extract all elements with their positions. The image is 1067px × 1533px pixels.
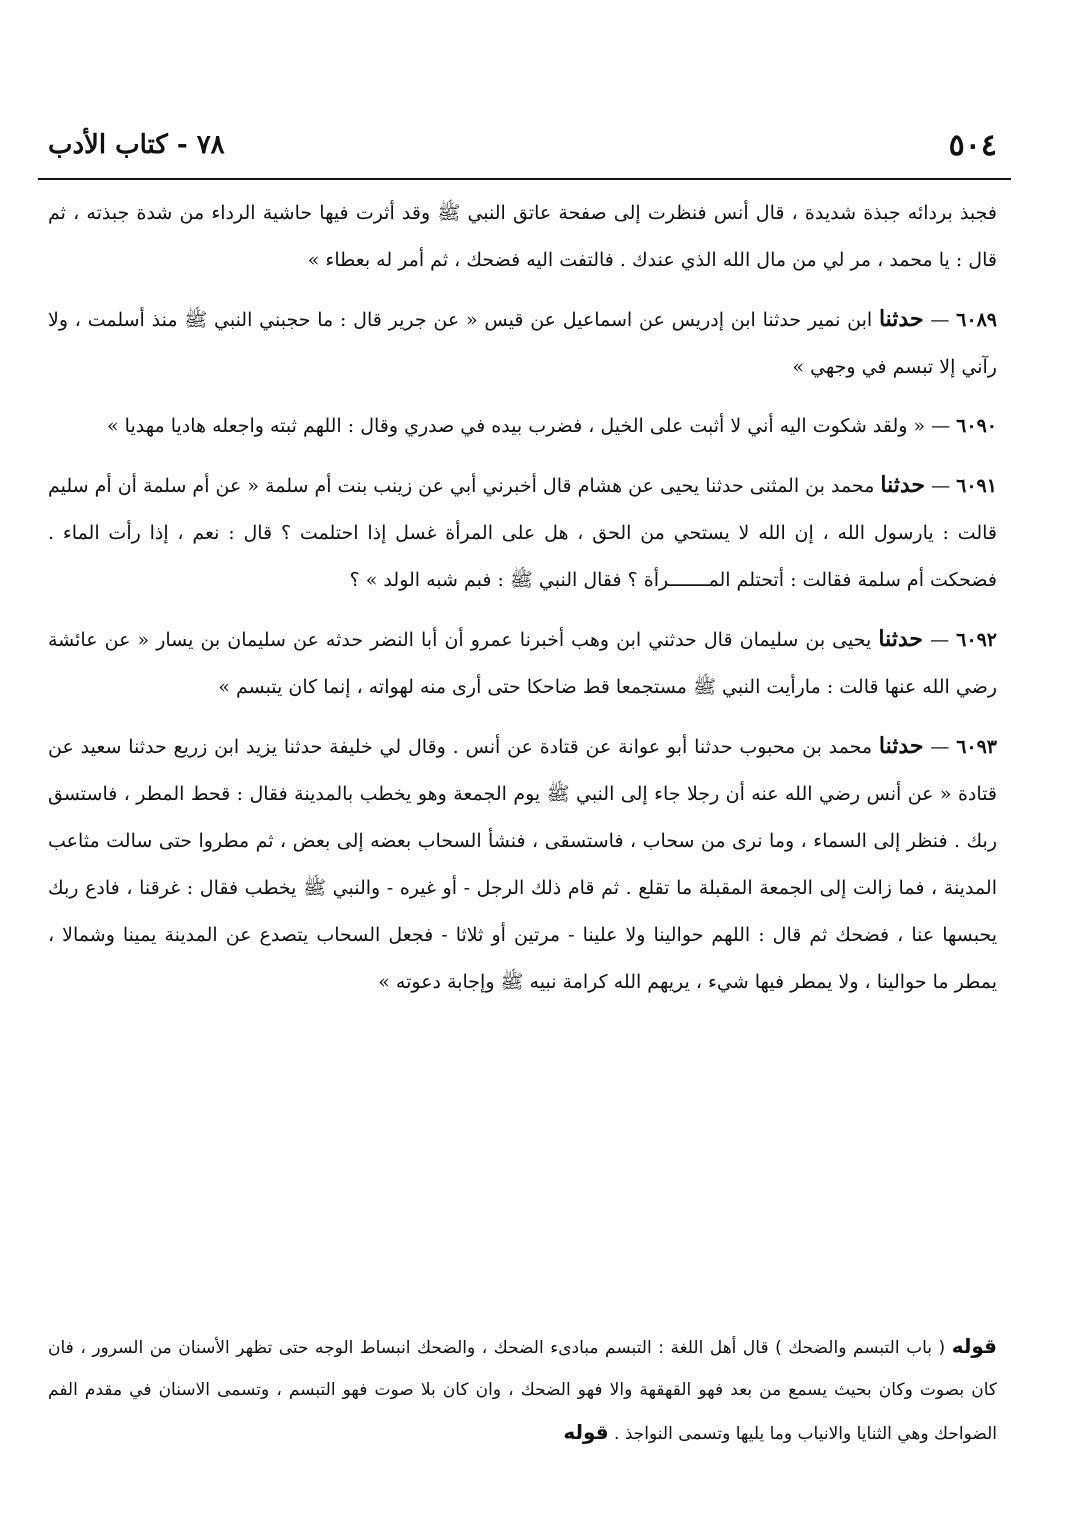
- hadith-keyword: حدثنا: [878, 306, 924, 332]
- hadith-number: ٦٠٨٩: [956, 309, 997, 331]
- hadith-text: [48, 190, 997, 1018]
- header-divider: [38, 178, 1011, 180]
- commentary-tail: قوله: [563, 1420, 609, 1444]
- hadith-6090: ٦٠٩٠ — « ولقد شكوت اليه أني لا أثبت على الخيل ، فضرب بيده في صدري وقال : اللهم ثبته واجعله هاديا مهديا »: [107, 415, 997, 437]
- page-header: [48, 120, 997, 170]
- paragraph-text: محمد بن المثنى حدثنا يحيى عن هشام قال أخبرني أبي عن زينب بنت أم سلمة « عن أم سلمة أن أم سليم قالت : يارسول الله ، إن الله لا يستحي من الحق ، هل على المرأة غسل إذا احتلمت ؟ قال : نعم ، إذا رأت الماء . فضحكت أم سلمة فقالت : أتحتلم المـــــــرأة ؟ فقال النبي ﷺ : فبم شبه الولد » ؟: [48, 475, 997, 591]
- commentary-section: [48, 1325, 997, 1455]
- book-page: [48, 0, 997, 1533]
- paragraph-text: فجبذ بردائه جبذة شديدة ، قال أنس فنظرت إلى صفحة عاتق النبي ﷺ وقد أثرت فيها حاشية الرداء من شدة جبذته ، ثم قال : يا محمد ، مر لي من مال الله الذي عندك . فالتفت اليه فضحك ، ثم أمر له بعطاء »: [48, 202, 997, 271]
- hadith-6093: ٦٠٩٣ — حدثنا محمد بن محبوب حدثنا أبو عوانة عن قتادة عن أنس . وقال لي خليفة حدثنا يزيد ابن زريع حدثنا سعيد عن قتادة « عن أنس رضي الله عنه أن رجلا جاء إلى النبي ﷺ يوم الجمعة وهو يخطب بالمدينة فقال : قحط المطر ، فاستسق ربك . فنظر إلى السماء ، وما نرى من سحاب ، فاستسقى ، فنشأ السحاب بعضه إلى بعض ، ثم مطروا حتى سالت مثاعب المدينة ، فما زالت إلى الجمعة المقبلة ما تقلع . ثم قام ذلك الرجل - أو غيره - والنبي ﷺ يخطب فقال : غرقنا ، فادع ربك يحبسها عنا ، فضحك ثم قال : اللهم حوالينا ولا علينا - مرتين أو ثلاثا - فجعل السحاب يتصدع عن المدينة يمينا وشمالا ، يمطر ما حوالينا ، ولا يمطر فيها شيء ، يريهم الله كرامة نبيه ﷺ وإجابة دعوته »: [48, 733, 998, 993]
- paragraph-text: محمد بن محبوب حدثنا أبو عوانة عن قتادة عن أنس . وقال لي خليفة حدثنا يزيد ابن زريع حدثنا سعيد عن قتادة « عن أنس رضي الله عنه أن رجلا جاء إلى النبي ﷺ يوم الجمعة وهو يخطب بالمدينة فقال : قحط المطر ، فاستسق ربك . فنظر إلى السماء ، وما نرى من سحاب ، فاستسقى ، فنشأ السحاب بعضه إلى بعض ، ثم مطروا حتى سالت مثاعب المدينة ، فما زالت إلى الجمعة المقبلة ما تقلع . ثم قام ذلك الرجل - أو غيره - والنبي ﷺ يخطب فقال : غرقنا ، فادع ربك يحبسها عنا ، فضحك ثم قال : اللهم حوالينا ولا علينا - مرتين أو ثلاثا - فجعل السحاب يتصدع عن المدينة يمينا وشمالا ، يمطر ما حوالينا ، ولا يمطر فيها شيء ، يريهم الله كرامة نبيه ﷺ وإجابة دعوته »: [48, 736, 997, 993]
- hadith-6089: ٦٠٨٩ — حدثنا ابن نمير حدثنا ابن إدريس عن اسماعيل عن قيس « عن جرير قال : ما حجبني النبي ﷺ منذ أسلمت ، ولا رآني إلا تبسم في وجهي »: [48, 306, 997, 378]
- hadith-6091: ٦٠٩١ — حدثنا محمد بن المثنى حدثنا يحيى عن هشام قال أخبرني أبي عن زينب بنت أم سلمة « عن أم سلمة أن أم سليم قالت : يارسول الله ، إن الله لا يستحي من الحق ، هل على المرأة غسل إذا احتلمت ؟ قال : نعم ، إذا رأت الماء . فضحكت أم سلمة فقالت : أتحتلم المـــــــرأة ؟ فقال النبي ﷺ : فبم شبه الولد » ؟: [48, 472, 997, 591]
- chapter-title: ٧٨ - كتاب الأدب: [48, 130, 225, 160]
- hadith-6092: ٦٠٩٢ — حدثنا يحيى بن سليمان قال حدثني ابن وهب أخبرنا عمرو أن أبا النضر حدثه عن سليمان بن يسار « عن عائشة رضي الله عنها قالت : مارأيت النبي ﷺ مستجمعا قط ضاحكا حتى أرى منه لهواته ، إنما كان يتبسم »: [48, 626, 997, 698]
- hadith-number: ٦٠٩٣: [956, 736, 998, 758]
- hadith-keyword: حدثنا: [878, 733, 924, 759]
- hadith-number: ٦٠٩٢: [956, 629, 997, 651]
- paragraph-text: ابن نمير حدثنا ابن إدريس عن اسماعيل عن قيس « عن جرير قال : ما حجبني النبي ﷺ منذ أسلمت ، ولا رآني إلا تبسم في وجهي »: [48, 309, 997, 378]
- paragraph-text: « ولقد شكوت اليه أني لا أثبت على الخيل ، فضرب بيده في صدري وقال : اللهم ثبته واجعله هاديا مهديا »: [107, 415, 926, 437]
- hadith-keyword: حدثنا: [880, 472, 926, 498]
- commentary-lead: قوله: [951, 1334, 997, 1358]
- hadith-keyword: حدثنا: [878, 626, 924, 652]
- hadith-continuation: [48, 190, 997, 284]
- hadith-number: ٦٠٩١: [956, 475, 997, 497]
- commentary-text: ( باب التبسم والضحك ) قال أهل اللغة : التبسم مبادىء الضحك ، والضحك انبساط الوجه حتى تظهر الأسنان من السرور ، فان كان بصوت وكان بحيث يسمع من بعد فهو القهقهة والا فهو الضحك ، وان كان بلا صوت فهو التبسم ، وتسمى الاسنان في مقدم الفم الضواحك وهي الثنايا والانياب وما يليها وتسمى النواجذ .: [48, 1338, 997, 1444]
- page-number: ٥٠٤: [948, 127, 997, 163]
- hadith-number: ٦٠٩٠: [956, 415, 997, 437]
- paragraph-text: يحيى بن سليمان قال حدثني ابن وهب أخبرنا عمرو أن أبا النضر حدثه عن سليمان بن يسار « عن عائشة رضي الله عنها قالت : مارأيت النبي ﷺ مستجمعا قط ضاحكا حتى أرى منه لهواته ، إنما كان يتبسم »: [48, 629, 997, 698]
